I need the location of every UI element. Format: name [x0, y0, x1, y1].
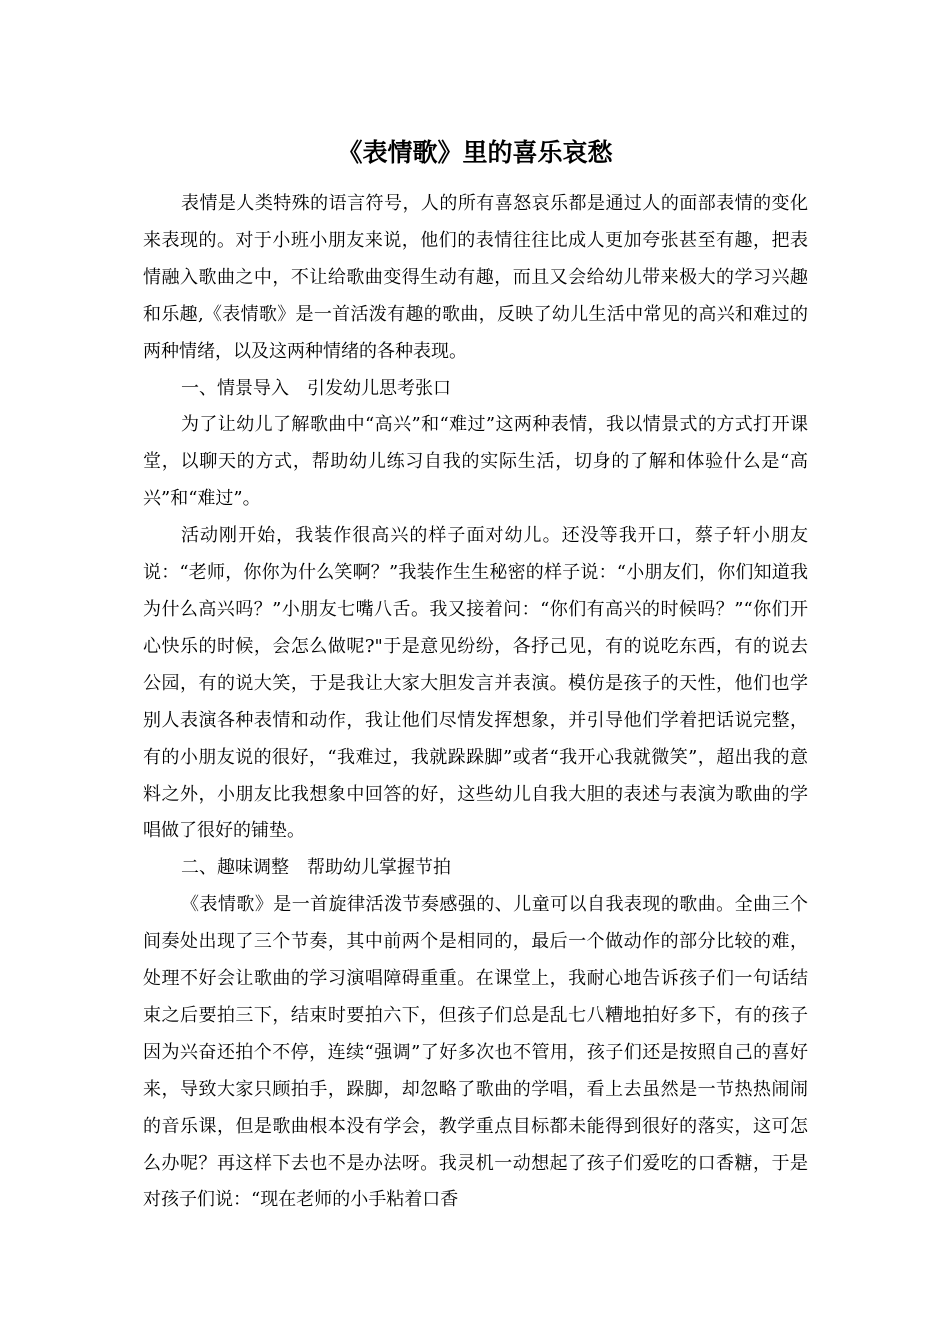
paragraph-intro: 表情是人类特殊的语言符号，人的所有喜怒哀乐都是通过人的面部表情的变化来表现的。对于小班小朋友来说，他们的表情往往比成人更加夸张甚至有趣，把表情融入歌曲之中，不让给歌曲变得生动有趣，而且又会给幼儿带来极大的学习兴趣和乐趣,《表情歌》是一首活泼有趣的歌曲，反映了幼儿生活中常见的高兴和难过的两种情绪，以及这两种情绪的各种表现。: [143, 193, 808, 362]
section-heading-1: 一、情景导入 引发幼儿思考张口: [181, 377, 451, 399]
document-title: 《表情歌》里的喜乐哀愁: [337, 138, 613, 167]
paragraph-section2-body: 《表情歌》是一首旋律活泼节奏感强的、儿童可以自我表现的歌曲。全曲三个间奏处出现了三个节奏，其中前两个是相同的，最后一个做动作的部分比较的难，处理不好会让歌曲的学习演唱障碍重重。在课堂上，我耐心地告诉孩子们一句话结束之后要拍三下，结束时要拍六下，但孩子们总是乱七八糟地拍好多下，有的孩子因为兴奋还拍个不停，连续“强调”了好多次也不管用，孩子们还是按照自己的喜好来，导致大家只顾拍手，跺脚，却忽略了歌曲的学唱，看上去虽然是一节热热闹闹的音乐课，但是歌曲根本没有学会，教学重点目标都未能得到很好的落实，这可怎么办呢？再这样下去也不是办法呀。我灵机一动想起了孩子们爱吃的口香糖，于是对孩子们说：“现在老师的小手粘着口香: [143, 894, 808, 1211]
paragraph-section1-activity: 活动刚开始，我装作很高兴的样子面对幼儿。还没等我开口，蔡子轩小朋友说：“老师，你你为什么笑啊？”我装作生生秘密的样子说：“小朋友们，你们知道我为什么高兴吗？”小朋友七嘴八舌。我又接着问：“你们有高兴的时候吗？”“你们开心快乐的时候，会怎么做呢?"于是意见纷纷，各抒己见，有的说吃东西，有的说去公园，有的说大笑，于是我让大家大胆发言并表演。模仿是孩子的天性，他们也学别人表演各种表情和动作，我让他们尽情发挥想象，并引导他们学着把话说完整，有的小朋友说的很好，“我难过，我就跺跺脚”或者“我开心我就微笑”，超出我的意料之外，小朋友比我想象中回答的好，这些幼儿自我大胆的表述与表演为歌曲的学唱做了很好的铺垫。: [143, 525, 808, 842]
section-heading-2: 二、趣味调整 帮助幼儿掌握节拍: [181, 857, 451, 879]
paragraph-section1-intro: 为了让幼儿了解歌曲中“高兴”和“难过”这两种表情，我以情景式的方式打开课堂，以聊天的方式，帮助幼儿练习自我的实际生活，切身的了解和体验什么是“高兴”和“难过”。: [143, 414, 808, 510]
document-body: [143, 186, 808, 1219]
